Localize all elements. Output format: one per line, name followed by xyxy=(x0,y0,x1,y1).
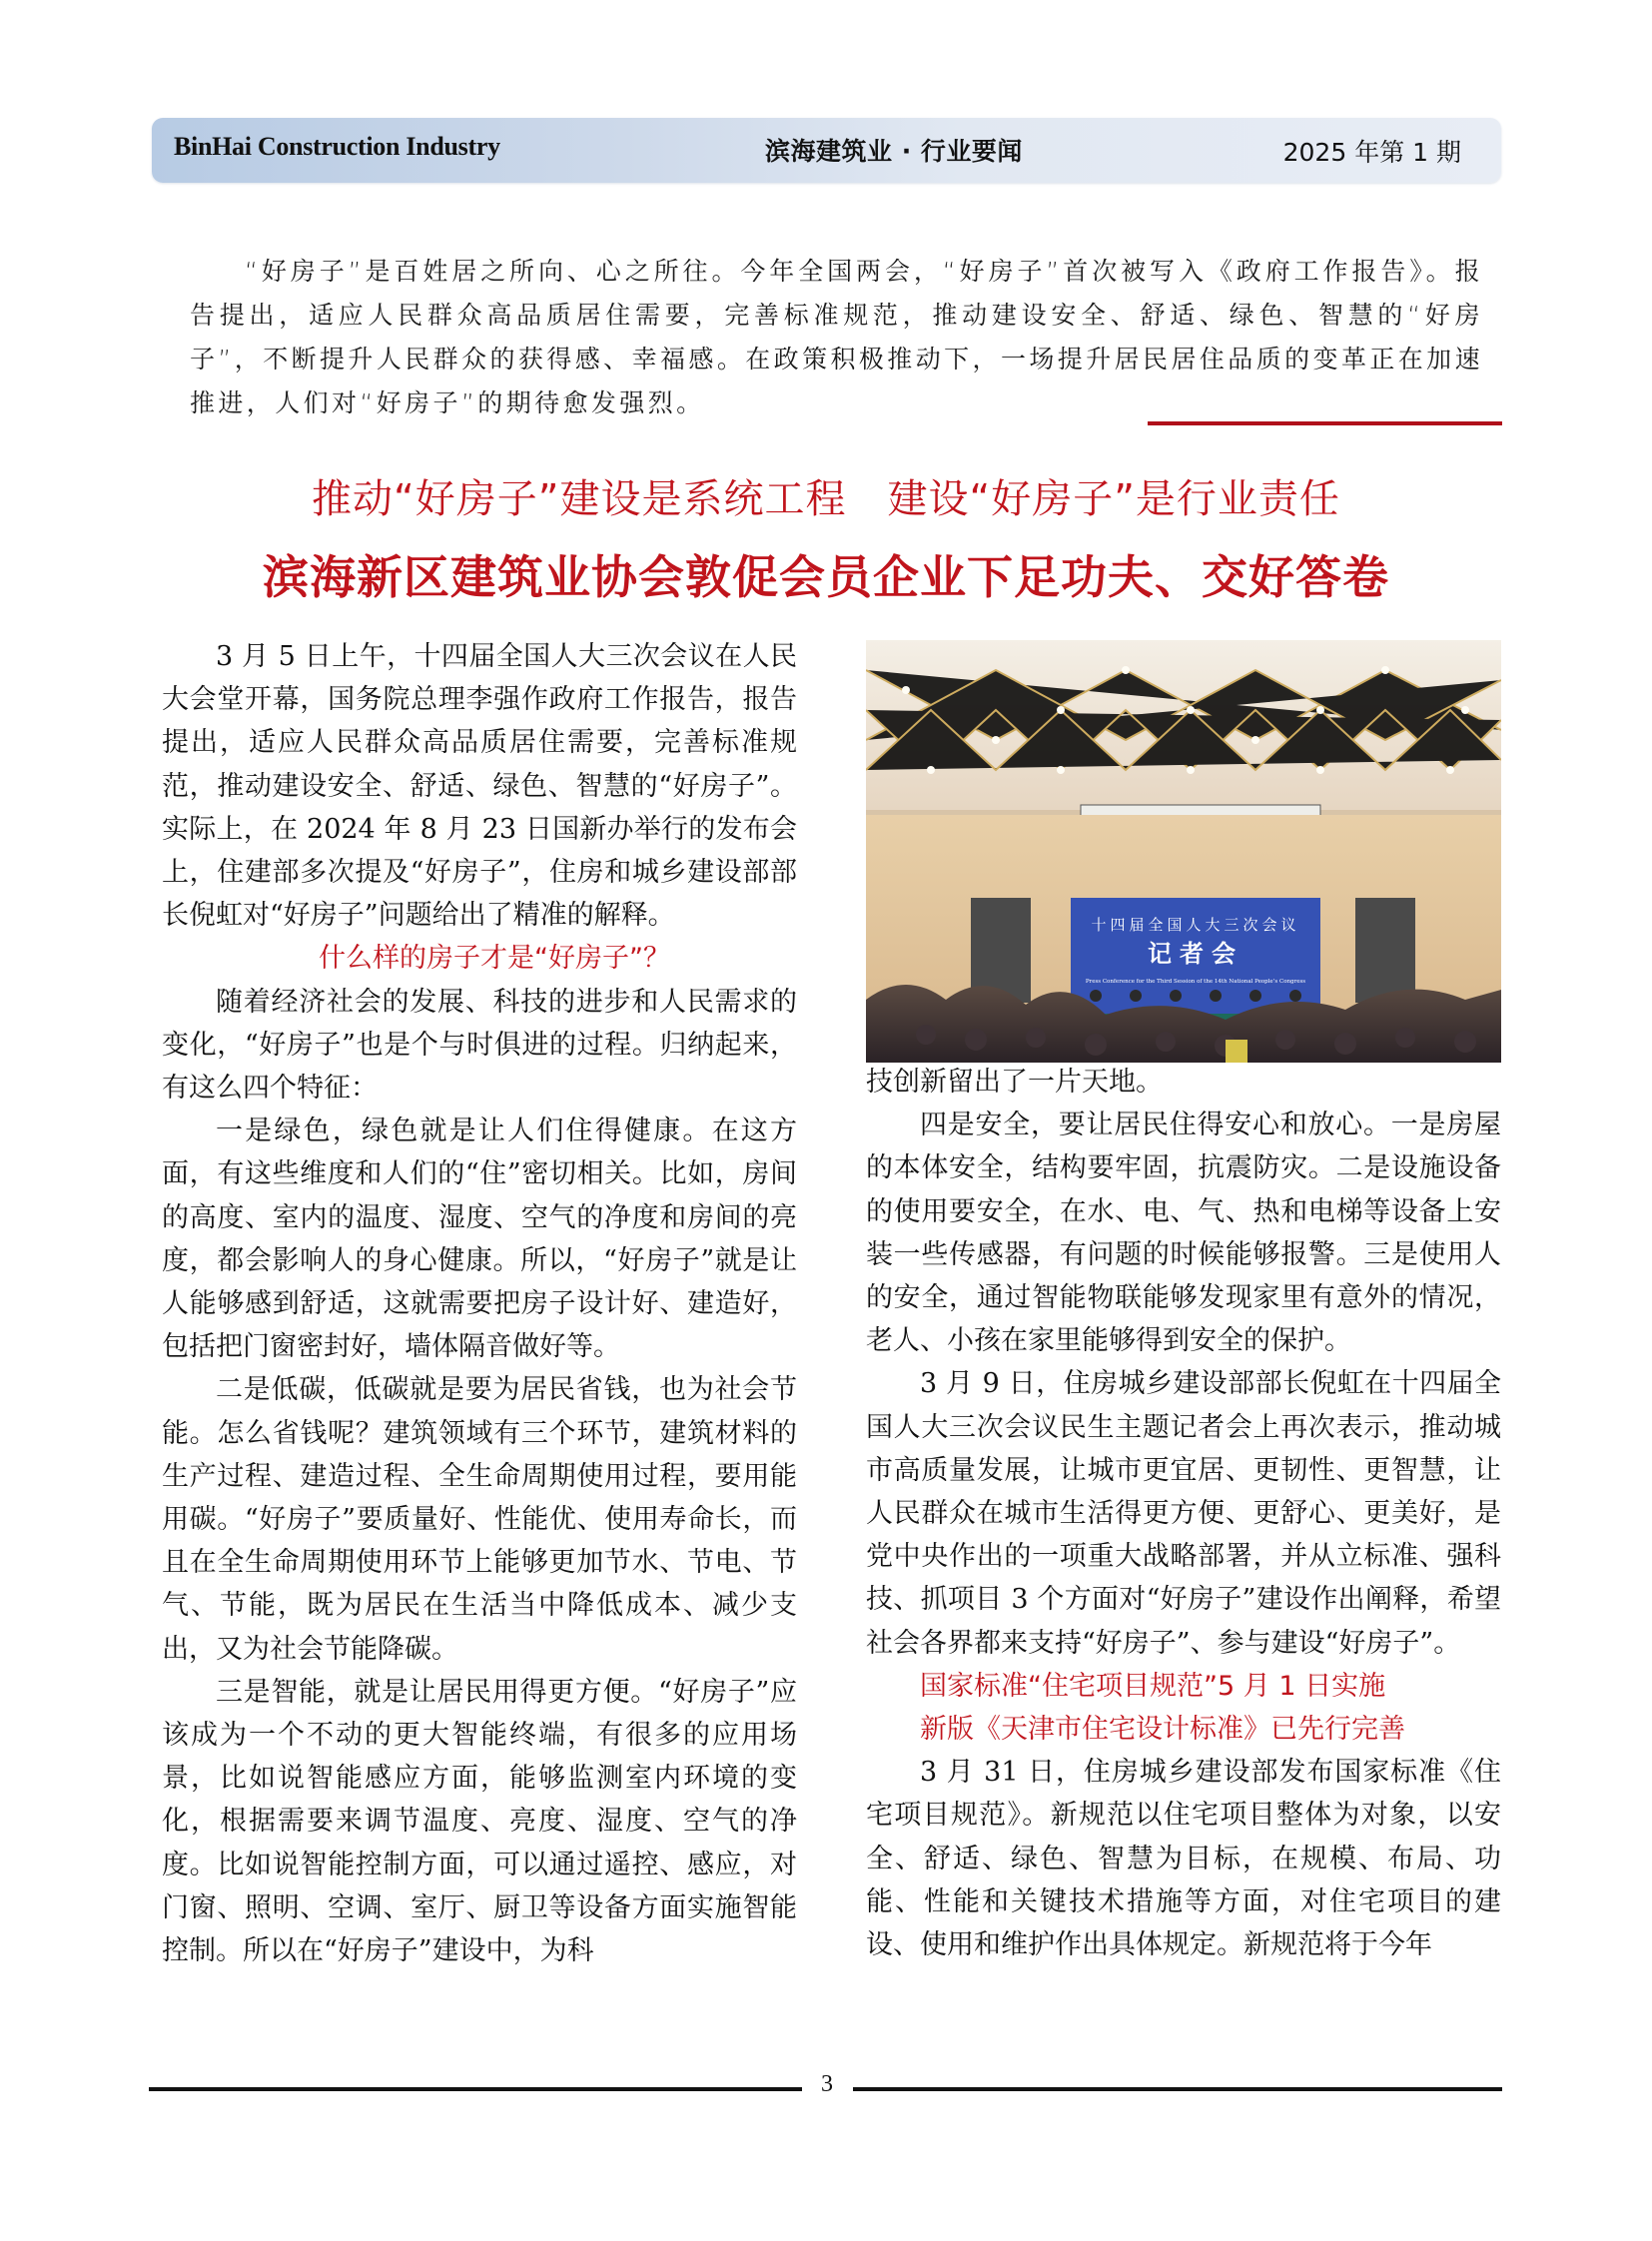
section-heading: 什么样的房子才是“好房子”？ xyxy=(319,943,670,975)
intro-paragraph: “好房子”是百姓居之所向、心之所往。今年全国两会，“好房子”首次被写入《政府工作报告》。报告提出，适应人民群众高品质居住需要，完善标准规范，推动建设安全、舒适、绿色、智慧的“好房子”，不断提升人民群众的获得感、幸福感。在政策积极推动下，一场提升居民居住品质的变革正在加速推进，人们对“好房子”的期待愈发强烈。 xyxy=(190,257,1483,417)
banner-line-2: 记者会 xyxy=(1148,939,1243,968)
issue-number: 2025 年第 1 期 xyxy=(1282,138,1461,167)
banner-line-1: 十四届全国人大三次会议 xyxy=(1091,916,1300,934)
paragraph: 随着经济社会的发展、科技的进步和人民需求的变化，“好房子”也是个与时俱进的过程。归纳起来，有这么四个特征： xyxy=(162,986,797,1105)
section-heading: 国家标准“住宅项目规范”5 月 1 日实施 xyxy=(920,1670,1386,1702)
running-header xyxy=(152,118,1501,183)
audience-yellow-jacket xyxy=(1226,1040,1247,1063)
paragraph: 三是智能，就是让居民用得更方便。“好房子”应该成为一个不动的更大智能终端，有很多的应用场景，比如说智能感应方面，能够监测室内环境的变化，根据需要来调节温度、亮度、湿度、空气的净度。比如说智能控制方面，可以通过遥控、感应，对门窗、照明、空调、室厅、厨卫等设备方面实施智能控制。所以在“好房子”建设中，为科 xyxy=(162,1676,797,1967)
footer-rule-right xyxy=(853,2087,1502,2091)
section-heading: 新版《天津市住宅设计标准》已先行完善 xyxy=(920,1714,1405,1746)
page-number: 3 xyxy=(821,2071,833,2097)
wall-panel xyxy=(1355,898,1415,1003)
article-title: 滨海新区建筑业协会敦促会员企业下足功夫、交好答卷 xyxy=(263,550,1389,604)
paragraph: 3 月 9 日，住房城乡建设部部长倪虹在十四届全国人大三次会议民生主题记者会上再次表示，推动城市高质量发展，让城市更宜居、更韧性、更智慧，让人民群众在城市生活得更方便、更舒心、更美好，是党中央作出的一项重大战略部署，并从立标准、强科技、抓项目 3 个方面对“好房子”建设作出阐释，希望社会各界都来支持“好房子”、参与建设“好房子”。 xyxy=(866,1368,1501,1659)
right-column xyxy=(866,1061,1501,1966)
paragraph: 二是低碳，低碳就是要为居民省钱，也为社会节能。怎么省钱呢？建筑领域有三个环节，建筑材料的生产过程、建造过程、全生命周期使用过程，要用能用碳。“好房子”要质量好、性能优、使用寿命长，而且在全生命周期使用环节上能够更加节水、节电、节气、节能，既为居民在生活当中降低成本、减少支出，又为社会节能降碳。 xyxy=(162,1374,797,1665)
paragraph: 3 月 5 日上午，十四届全国人大三次会议在人民大会堂开幕，国务院总理李强作政府工作报告，报告提出，适应人民群众高品质居住需要，完善标准规范，推动建设安全、舒适、绿色、智慧的“好房子”。实际上，在 2024 年 8 月 23 日国新办举行的发布会上，住建部多次提及“好房子”，住房和城乡建设部部长倪虹对“好房子”问题给出了精准的解释。 xyxy=(162,641,797,932)
paragraph: 一是绿色，绿色就是让人们住得健康。在这方面，有这些维度和人们的“住”密切相关。比如，房间的高度、室内的温度、湿度、空气的净度和房间的亮度，都会影响人的身心健康。所以，“好房子”就是让人能够感到舒适，这就需要把房子设计好、建造好，包括把门窗密封好，墙体隔音做好等。 xyxy=(162,1116,797,1363)
banner-line-3: Press Conference for the Third Session of the 14th National People’s Congress xyxy=(1085,979,1306,985)
left-column xyxy=(162,635,797,1972)
press-conference-photo xyxy=(866,640,1501,1063)
paragraph: 技创新留出了一片天地。 xyxy=(866,1067,1163,1098)
article-subtitle: 推动“好房子”建设是系统工程 建设“好房子”是行业责任 xyxy=(312,476,1340,522)
footer-rule-left xyxy=(149,2087,802,2091)
section-title: 滨海建筑业 · 行业要闻 xyxy=(765,137,1023,166)
paragraph: 四是安全，要让居民住得安心和放心。一是房屋的本体安全，结构要牢固，抗震防灾。二是设施设备的使用要安全，在水、电、气、热和电梯等设备上安装一些传感器，有问题的时候能够报警。三是使用人的安全，通过智能物联能够发现家里有意外的情况，老人、小孩在家里能够得到安全的保护。 xyxy=(866,1110,1501,1357)
red-divider xyxy=(1148,421,1502,425)
paragraph: 3 月 31 日，住房城乡建设部发布国家标准《住宅项目规范》。新规范以住宅项目整体为对象，以安全、舒适、绿色、智慧为目标，在规模、布局、功能、性能和关键技术措施等方面，对住宅项目的建设、使用和维护作出具体规定。新规范将于今年 xyxy=(866,1757,1501,1961)
publication-name-en: BinHai Construction Industry xyxy=(174,132,500,161)
